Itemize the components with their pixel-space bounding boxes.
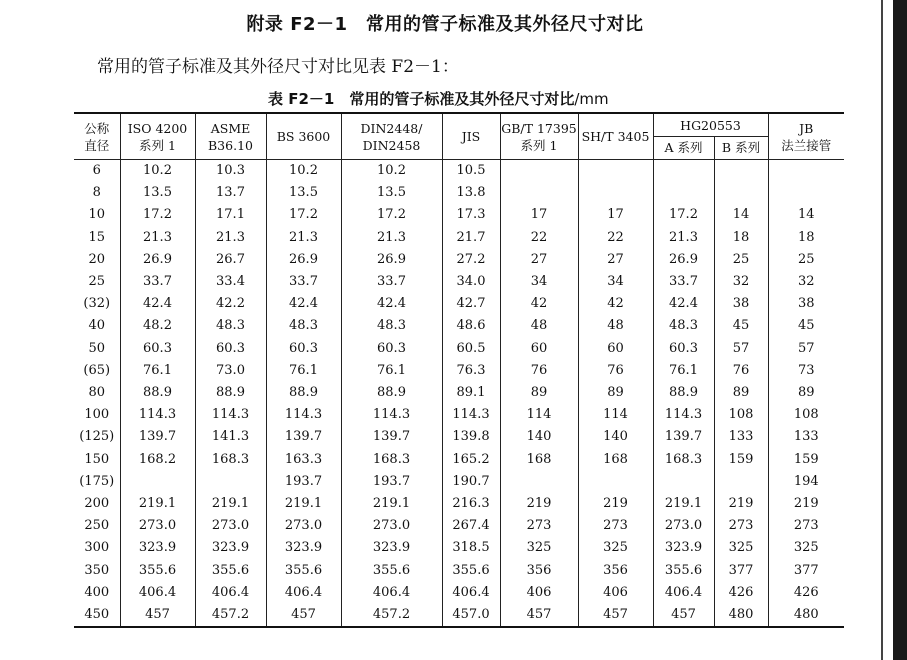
table-cell: 6 (74, 160, 120, 183)
table-cell: 406.4 (653, 582, 714, 604)
table-cell: 25 (714, 249, 768, 271)
table-cell: 159 (714, 449, 768, 471)
table-cell: 168.3 (195, 449, 266, 471)
table-cell: 32 (768, 271, 844, 293)
table-row (74, 515, 844, 537)
table-row (74, 293, 844, 315)
header-sh: SH/T 3405 (578, 113, 653, 160)
table-cell: 457.2 (341, 604, 442, 627)
table-cell: 323.9 (653, 537, 714, 559)
table-cell: 194 (768, 471, 844, 493)
table-cell: 450 (74, 604, 120, 627)
table-cell: 114.3 (266, 404, 341, 426)
table-cell: 26.9 (120, 249, 195, 271)
table-cell: 406.4 (442, 582, 500, 604)
table-cell: 60.3 (653, 338, 714, 360)
table-cell: 18 (768, 227, 844, 249)
table-cell: 45 (768, 315, 844, 337)
table-cell: 480 (714, 604, 768, 627)
table-cell: 350 (74, 560, 120, 582)
table-cell: 48.3 (341, 315, 442, 337)
table-row (74, 404, 844, 426)
table-cell: 42 (578, 293, 653, 315)
table-cell: 139.7 (341, 426, 442, 448)
table-cell: 76.1 (341, 360, 442, 382)
table-cell: 406.4 (266, 582, 341, 604)
table-cell: 50 (74, 338, 120, 360)
table-cell (714, 160, 768, 183)
table-cell (768, 182, 844, 204)
table-cell: 355.6 (653, 560, 714, 582)
table-cell: 48.3 (653, 315, 714, 337)
table-cell: 406.4 (341, 582, 442, 604)
table-cell: 45 (714, 315, 768, 337)
table-cell: 400 (74, 582, 120, 604)
table-row (74, 560, 844, 582)
table-cell: 219 (578, 493, 653, 515)
table-cell: 48.6 (442, 315, 500, 337)
table-cell: 34 (500, 271, 578, 293)
table-cell: 76.1 (266, 360, 341, 382)
table-cell: 42.4 (266, 293, 341, 315)
table-cell: 273 (578, 515, 653, 537)
table-row (74, 604, 844, 627)
table-cell: 133 (768, 426, 844, 448)
table-cell (653, 471, 714, 493)
table-unit: /mm (574, 90, 609, 108)
table-cell: 457.0 (442, 604, 500, 627)
table-cell: 21.3 (266, 227, 341, 249)
table-cell: 60.3 (341, 338, 442, 360)
table-cell: 76 (578, 360, 653, 382)
table-cell: 114.3 (341, 404, 442, 426)
table-cell (653, 182, 714, 204)
table-cell: 193.7 (341, 471, 442, 493)
table-cell: 48 (500, 315, 578, 337)
table-cell: 457 (653, 604, 714, 627)
table-cell: (175) (74, 471, 120, 493)
header-hg: HG20553 (653, 113, 768, 137)
table-cell: 219.1 (266, 493, 341, 515)
header-bs: BS 3600 (266, 113, 341, 160)
table-caption (268, 88, 609, 109)
appendix-title: 附录 F2－1 常用的管子标准及其外径尺寸对比 (246, 14, 644, 35)
table-cell (500, 182, 578, 204)
table-cell: 17.2 (266, 204, 341, 226)
table-cell: 26.9 (653, 249, 714, 271)
table-cell: 108 (714, 404, 768, 426)
table-cell: (125) (74, 426, 120, 448)
table-cell: 17.2 (120, 204, 195, 226)
table-cell: 457 (120, 604, 195, 627)
table-cell: 13.5 (120, 182, 195, 204)
table-cell: 163.3 (266, 449, 341, 471)
table-cell: 10.2 (341, 160, 442, 183)
table-cell (714, 471, 768, 493)
table-cell: 10.3 (195, 160, 266, 183)
table-cell: 22 (578, 227, 653, 249)
table-cell: 406 (500, 582, 578, 604)
table-cell: (65) (74, 360, 120, 382)
table-row (74, 471, 844, 493)
table-cell: 406.4 (120, 582, 195, 604)
table-cell: 80 (74, 382, 120, 404)
table-row (74, 449, 844, 471)
table-cell: 38 (768, 293, 844, 315)
table-cell: 273.0 (341, 515, 442, 537)
table-cell: 60.5 (442, 338, 500, 360)
table-cell: 60.3 (195, 338, 266, 360)
table-cell (500, 160, 578, 183)
table-cell: 42.7 (442, 293, 500, 315)
table-row (74, 426, 844, 448)
table-cell: 21.7 (442, 227, 500, 249)
table-cell: 8 (74, 182, 120, 204)
table-cell: 480 (768, 604, 844, 627)
table-cell: 273.0 (120, 515, 195, 537)
table-cell: 190.7 (442, 471, 500, 493)
table-row (74, 382, 844, 404)
table-cell: 48 (578, 315, 653, 337)
table-cell: 18 (714, 227, 768, 249)
table-cell: 14 (714, 204, 768, 226)
table-cell: 323.9 (195, 537, 266, 559)
table-cell: 114 (500, 404, 578, 426)
table-cell: 300 (74, 537, 120, 559)
table-cell: 42.4 (120, 293, 195, 315)
table-cell: 355.6 (195, 560, 266, 582)
table-cell: 168.3 (653, 449, 714, 471)
table-cell: 33.7 (266, 271, 341, 293)
header-dn: 公称 直径 (74, 113, 120, 160)
table-cell: 17 (500, 204, 578, 226)
table-cell: 42 (500, 293, 578, 315)
table-cell: 114.3 (442, 404, 500, 426)
table-cell: 114.3 (120, 404, 195, 426)
table-cell: 406.4 (195, 582, 266, 604)
table-cell: 193.7 (266, 471, 341, 493)
table-cell: 89.1 (442, 382, 500, 404)
header-jis: JIS (442, 113, 500, 160)
table-cell: 89 (768, 382, 844, 404)
table-cell: 355.6 (120, 560, 195, 582)
table-cell: 88.9 (653, 382, 714, 404)
table-cell: 426 (714, 582, 768, 604)
table-cell: 26.9 (341, 249, 442, 271)
table-cell: 100 (74, 404, 120, 426)
table-cell: 88.9 (120, 382, 195, 404)
table-cell: 159 (768, 449, 844, 471)
table-cell: 168.3 (341, 449, 442, 471)
table-cell: 323.9 (120, 537, 195, 559)
table-cell: 57 (714, 338, 768, 360)
table-row (74, 537, 844, 559)
table-cell: 267.4 (442, 515, 500, 537)
table-cell: 89 (500, 382, 578, 404)
table-cell: 10 (74, 204, 120, 226)
table-cell: 17.2 (653, 204, 714, 226)
table-cell: 32 (714, 271, 768, 293)
table-cell: 165.2 (442, 449, 500, 471)
table-cell: 377 (768, 560, 844, 582)
table-cell: 355.6 (442, 560, 500, 582)
table-cell: 323.9 (266, 537, 341, 559)
table-cell: 108 (768, 404, 844, 426)
table-cell: 42.2 (195, 293, 266, 315)
table-cell: 10.2 (120, 160, 195, 183)
table-cell (500, 471, 578, 493)
header-asme: ASME B36.10 (195, 113, 266, 160)
table-cell: 17.3 (442, 204, 500, 226)
table-cell: 88.9 (195, 382, 266, 404)
table-caption-text: 表 F2－1 常用的管子标准及其外径尺寸对比 (268, 90, 575, 108)
table-cell (578, 182, 653, 204)
table-cell: 57 (768, 338, 844, 360)
header-gb: GB/T 17395 系列 1 (500, 113, 578, 160)
table-cell: 355.6 (341, 560, 442, 582)
table-cell: 13.7 (195, 182, 266, 204)
table-cell: 17 (578, 204, 653, 226)
table-cell: 42.4 (653, 293, 714, 315)
table-cell: 356 (500, 560, 578, 582)
table-cell: 22 (500, 227, 578, 249)
table-cell: 219.1 (341, 493, 442, 515)
header-hg-a: A 系列 (653, 137, 714, 160)
table-cell: 17.1 (195, 204, 266, 226)
table-cell (714, 182, 768, 204)
table-cell (578, 160, 653, 183)
table-cell: 457 (500, 604, 578, 627)
table-cell: 76 (500, 360, 578, 382)
table-cell: 21.3 (120, 227, 195, 249)
table-cell: 26.9 (266, 249, 341, 271)
table-cell: 60.3 (266, 338, 341, 360)
table-cell: 216.3 (442, 493, 500, 515)
table-cell: 48.2 (120, 315, 195, 337)
table-body (74, 160, 844, 628)
table-cell: 21.3 (653, 227, 714, 249)
table-cell (653, 160, 714, 183)
table-cell: 168.2 (120, 449, 195, 471)
table-cell: 140 (500, 426, 578, 448)
table-cell: 219 (500, 493, 578, 515)
table-cell: 88.9 (341, 382, 442, 404)
table-cell: 33.7 (120, 271, 195, 293)
table-row (74, 204, 844, 226)
table-cell: 13.8 (442, 182, 500, 204)
table-cell: 42.4 (341, 293, 442, 315)
table-cell: 141.3 (195, 426, 266, 448)
table-cell: 457 (578, 604, 653, 627)
table-cell: 76.1 (653, 360, 714, 382)
table-cell: 318.5 (442, 537, 500, 559)
table-cell: 38 (714, 293, 768, 315)
table-cell: 168 (500, 449, 578, 471)
table-cell: 219.1 (195, 493, 266, 515)
table-cell: 140 (578, 426, 653, 448)
table-cell: 27 (578, 249, 653, 271)
table-cell: 356 (578, 560, 653, 582)
table-row (74, 182, 844, 204)
table-cell: 76.3 (442, 360, 500, 382)
page-edge-line (881, 0, 883, 660)
table-cell: 114 (578, 404, 653, 426)
table-cell: 40 (74, 315, 120, 337)
table-cell: 325 (768, 537, 844, 559)
table-cell: (32) (74, 293, 120, 315)
table-cell: 60.3 (120, 338, 195, 360)
header-din: DIN2448/ DIN2458 (341, 113, 442, 160)
table-cell: 73.0 (195, 360, 266, 382)
table-cell: 273.0 (195, 515, 266, 537)
table-cell: 89 (578, 382, 653, 404)
table-cell: 21.3 (195, 227, 266, 249)
table-cell: 34 (578, 271, 653, 293)
table-row (74, 160, 844, 183)
header-hg-b: B 系列 (714, 137, 768, 160)
table-cell: 325 (500, 537, 578, 559)
table-cell: 355.6 (266, 560, 341, 582)
table-cell: 60 (578, 338, 653, 360)
page-edge-shadow (893, 0, 907, 660)
table-cell (768, 160, 844, 183)
table-cell: 33.7 (653, 271, 714, 293)
table-cell: 17.2 (341, 204, 442, 226)
table-cell: 33.4 (195, 271, 266, 293)
table-cell: 27.2 (442, 249, 500, 271)
table-cell: 34.0 (442, 271, 500, 293)
table-cell: 114.3 (653, 404, 714, 426)
table-cell: 114.3 (195, 404, 266, 426)
table-cell: 219.1 (120, 493, 195, 515)
table-row (74, 360, 844, 382)
table-cell: 33.7 (341, 271, 442, 293)
intro-text: 常用的管子标准及其外径尺寸对比见表 F2－1： (97, 57, 459, 77)
table-row (74, 315, 844, 337)
table-cell: 88.9 (266, 382, 341, 404)
table-cell: 273 (500, 515, 578, 537)
table-cell: 168 (578, 449, 653, 471)
table-cell: 406 (578, 582, 653, 604)
table-cell: 377 (714, 560, 768, 582)
header-jb: JB 法兰接管 (768, 113, 844, 160)
table-cell: 426 (768, 582, 844, 604)
table-cell: 273.0 (653, 515, 714, 537)
table-cell: 25 (74, 271, 120, 293)
table-cell: 219 (768, 493, 844, 515)
table-row (74, 271, 844, 293)
table-cell: 25 (768, 249, 844, 271)
table-cell: 250 (74, 515, 120, 537)
table-cell: 457.2 (195, 604, 266, 627)
table-cell: 323.9 (341, 537, 442, 559)
table-cell: 76.1 (120, 360, 195, 382)
table-row (74, 493, 844, 515)
table-cell: 325 (714, 537, 768, 559)
table-cell: 48.3 (195, 315, 266, 337)
table-cell: 273.0 (266, 515, 341, 537)
table-cell: 139.8 (442, 426, 500, 448)
table-cell: 273 (768, 515, 844, 537)
table-cell: 20 (74, 249, 120, 271)
table-cell: 219 (714, 493, 768, 515)
header-iso: ISO 4200 系列 1 (120, 113, 195, 160)
table-row (74, 227, 844, 249)
table-cell: 89 (714, 382, 768, 404)
table-cell: 27 (500, 249, 578, 271)
table-cell (120, 471, 195, 493)
table-cell: 457 (266, 604, 341, 627)
table-cell: 10.2 (266, 160, 341, 183)
table-cell: 325 (578, 537, 653, 559)
table-row (74, 338, 844, 360)
table-cell: 139.7 (120, 426, 195, 448)
table-cell (578, 471, 653, 493)
table-cell: 219.1 (653, 493, 714, 515)
table-cell: 10.5 (442, 160, 500, 183)
table-cell (195, 471, 266, 493)
table-cell: 13.5 (341, 182, 442, 204)
table-cell: 200 (74, 493, 120, 515)
table-cell: 150 (74, 449, 120, 471)
table-row (74, 582, 844, 604)
table-cell: 26.7 (195, 249, 266, 271)
table-row (74, 249, 844, 271)
table-cell: 76 (714, 360, 768, 382)
table-cell: 73 (768, 360, 844, 382)
pipe-standard-table (74, 112, 844, 628)
table-cell: 139.7 (653, 426, 714, 448)
table-cell: 13.5 (266, 182, 341, 204)
table-cell: 60 (500, 338, 578, 360)
table-cell: 14 (768, 204, 844, 226)
table-cell: 133 (714, 426, 768, 448)
table-cell: 273 (714, 515, 768, 537)
table-cell: 15 (74, 227, 120, 249)
table-cell: 139.7 (266, 426, 341, 448)
table-cell: 48.3 (266, 315, 341, 337)
table-cell: 21.3 (341, 227, 442, 249)
